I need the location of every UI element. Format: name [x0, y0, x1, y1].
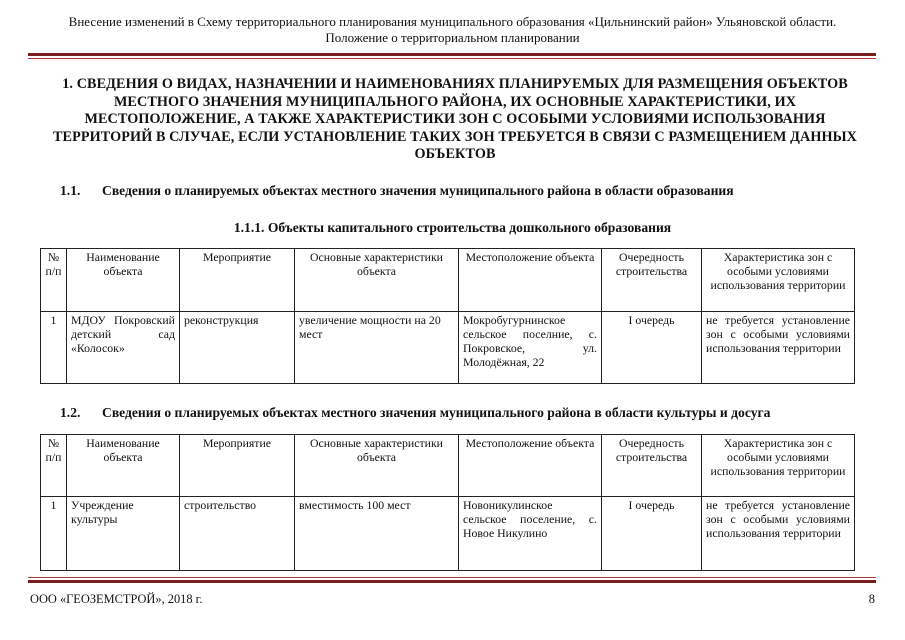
col-header-zones: Характеристика зон с особыми условиями использования территории: [702, 435, 855, 497]
col-header-order: Очередность строительства: [602, 249, 702, 312]
cell-zones: не требуется установление зон с особыми условиями использования территории: [702, 312, 855, 384]
footer-company: ООО «ГЕОЗЕМСТРОЙ», 2018 г.: [30, 592, 203, 606]
col-header-characteristics: Основные характеристики объекта: [295, 249, 459, 312]
col-header-location: Местоположение объекта: [459, 435, 602, 497]
col-header-action: Мероприятие: [180, 249, 295, 312]
section-number: 1.2.: [60, 405, 81, 420]
cell-name: Учреждение культуры: [67, 497, 180, 571]
cell-num: 1: [41, 312, 67, 384]
table-preschool: [40, 248, 855, 384]
page-header: [30, 14, 875, 46]
table-row: [41, 497, 855, 571]
section-heading-1-1: [60, 182, 870, 199]
cell-characteristics: вместимость 100 мест: [295, 497, 459, 571]
col-header-order: Очередность строительства: [602, 435, 702, 497]
section-title: Сведения о планируемых объектах местного значения муниципального района в области образования: [102, 183, 734, 198]
page-number: 8: [868, 592, 875, 606]
col-header-characteristics: Основные характеристики объекта: [295, 435, 459, 497]
header-line-1: Внесение изменений в Схему территориального планирования муниципального образования «Цильнинский район» Ульяновской области.: [68, 14, 837, 29]
section-heading-1-1-1: 1.1.1. Объекты капитального строительства дошкольного образования: [233, 220, 672, 235]
cell-zones: не требуется установление зон с особыми условиями использования территории: [702, 497, 855, 571]
cell-location: Новоникулинское сельское поселение, с. Новое Никулино: [459, 497, 602, 571]
footer-rule: [28, 580, 876, 583]
cell-order: I очередь: [602, 497, 702, 571]
header-rule: [28, 53, 876, 56]
header-rule-thin: [28, 58, 876, 59]
main-title: 1. СВЕДЕНИЯ О ВИДАХ, НАЗНАЧЕНИИ И НАИМЕНОВАНИЯХ ПЛАНИРУЕМЫХ ДЛЯ РАЗМЕЩЕНИЯ ОБЪЕКТОВ МЕСТНОГО ЗНАЧЕНИЯ МУНИЦИПАЛЬНОГО РАЙОНА, ИХ ОСНОВНЫЕ ХАРАКТЕРИСТИКИ, ИХ МЕСТОПОЛОЖЕНИЕ, А ТАКЖЕ ХАРАКТЕРИСТИКИ ЗОН С ОСОБЫМИ УСЛОВИЯМИ ИСПОЛЬЗОВАНИЯ ТЕРРИТОРИЙ В СЛУЧАЕ, ЕСЛИ УСТАНОВЛЕНИЕ ТАКИХ ЗОН ТРЕБУЕТСЯ В СВЯЗИ С РАЗМЕЩЕНИЕМ ДАННЫХ ОБЪЕКТОВ: [52, 76, 857, 163]
col-header-zones: Характеристика зон с особыми условиями использования территории: [702, 249, 855, 312]
col-header-location: Местоположение объекта: [459, 249, 602, 312]
section-number: 1.1.: [60, 183, 81, 198]
col-header-num: № п/п: [41, 249, 67, 312]
cell-action: строительство: [180, 497, 295, 571]
cell-order: I очередь: [602, 312, 702, 384]
cell-action: реконструкция: [180, 312, 295, 384]
cell-characteristics: увеличение мощности на 20 мест: [295, 312, 459, 384]
footer-rule-thin: [28, 577, 876, 578]
table-header-row: [41, 435, 855, 497]
col-header-name: Наименование объекта: [67, 249, 180, 312]
col-header-name: Наименование объекта: [67, 435, 180, 497]
col-header-num: № п/п: [41, 435, 67, 497]
table-culture: [40, 434, 855, 571]
col-header-action: Мероприятие: [180, 435, 295, 497]
cell-num: 1: [41, 497, 67, 571]
cell-location: Мокробугурнинское сельское поселние, с. Покровское, ул. Молодёжная, 22: [459, 312, 602, 384]
section-heading-1-2: [60, 404, 870, 421]
cell-name: МДОУ Покровский детский сад «Колосок»: [67, 312, 180, 384]
header-line-2: Положение о территориальном планировании: [325, 30, 580, 45]
table-row: [41, 312, 855, 384]
table-header-row: [41, 249, 855, 312]
section-title: Сведения о планируемых объектах местного значения муниципального района в области культуры и досуга: [102, 405, 771, 420]
